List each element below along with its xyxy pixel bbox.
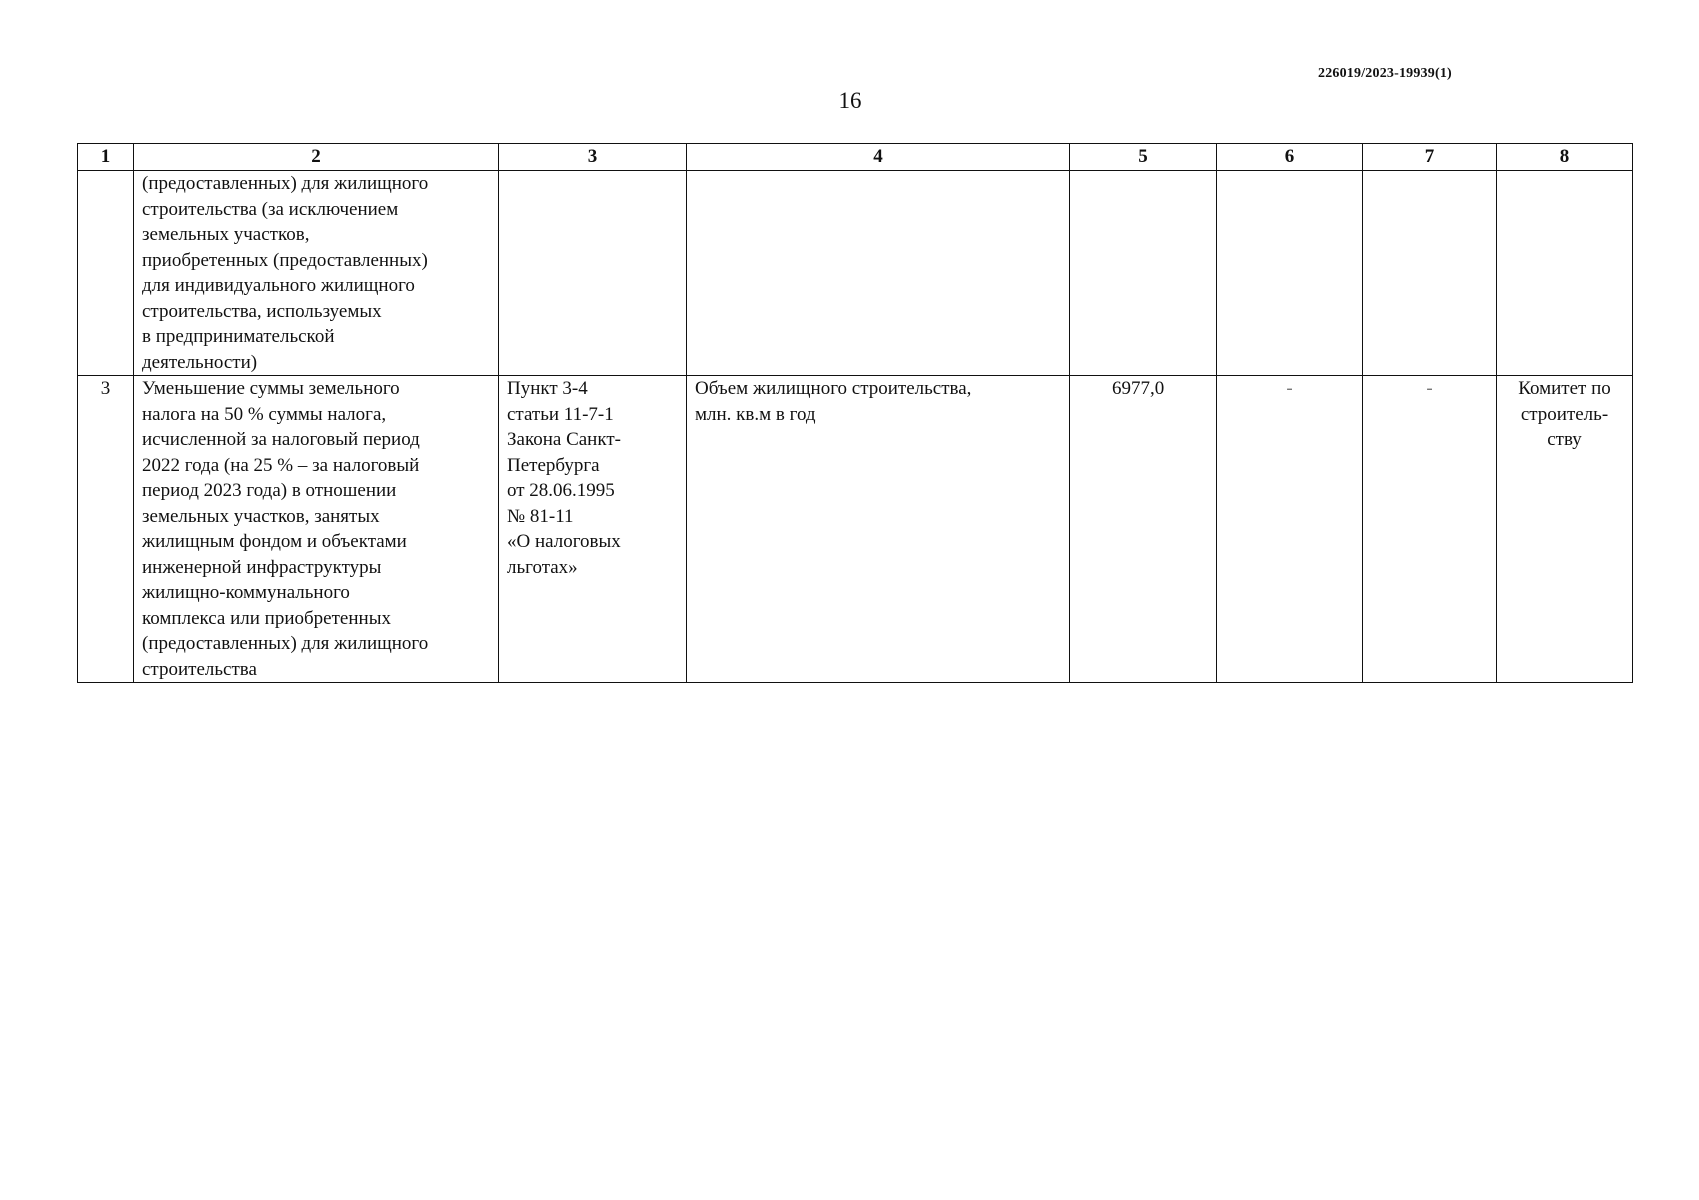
column-header: 3 — [499, 144, 687, 171]
column-header: 4 — [687, 144, 1070, 171]
document-id: 226019/2023-19939(1) — [1318, 66, 1452, 81]
col7-cell: - — [1363, 376, 1497, 683]
value-cell: 6977,0 — [1070, 376, 1217, 683]
legal-basis-cell — [499, 171, 687, 376]
row-number-cell — [78, 171, 134, 376]
legal-basis-cell: Пункт 3-4 статьи 11-7-1 Закона Санкт- Петербурга от 28.06.1995 № 81-11 «О налоговых льготах» — [499, 376, 687, 683]
column-header: 5 — [1070, 144, 1217, 171]
benefit-description-cell: (предоставленных) для жилищного строительства (за исключением земельных участков, приобретенных (предоставленных) для индивидуального жилищного строительства, используемых в предпринимательской деятельности) — [134, 171, 499, 376]
col6-cell: - — [1217, 376, 1363, 683]
table-row — [78, 171, 1633, 376]
column-header: 8 — [1497, 144, 1633, 171]
page-number: 16 — [838, 88, 862, 113]
responsible-body-cell: Комитет по строитель- ству — [1497, 376, 1633, 683]
table-header-row — [78, 144, 1633, 171]
value-cell — [1070, 171, 1217, 376]
column-header: 7 — [1363, 144, 1497, 171]
column-header: 6 — [1217, 144, 1363, 171]
column-header: 2 — [134, 144, 499, 171]
column-header: 1 — [78, 144, 134, 171]
col6-cell — [1217, 171, 1363, 376]
benefits-table — [77, 143, 1633, 683]
responsible-body-cell — [1497, 171, 1633, 376]
benefit-description-cell: Уменьшение суммы земельного налога на 50 % суммы налога, исчисленной за налоговый период 2022 года (на 25 % – за налоговый период 2023 года) в отношении земельных участков, занятых жилищным фондом и объектами инженерной инфраструктуры жилищно-коммунального комплекса или приобретенных (предоставленных) для жилищного строительства — [134, 376, 499, 683]
table-row — [78, 376, 1633, 683]
row-number-cell: 3 — [78, 376, 134, 683]
indicator-cell — [687, 171, 1070, 376]
col7-cell — [1363, 171, 1497, 376]
indicator-cell: Объем жилищного строительства, млн. кв.м в год — [687, 376, 1070, 683]
